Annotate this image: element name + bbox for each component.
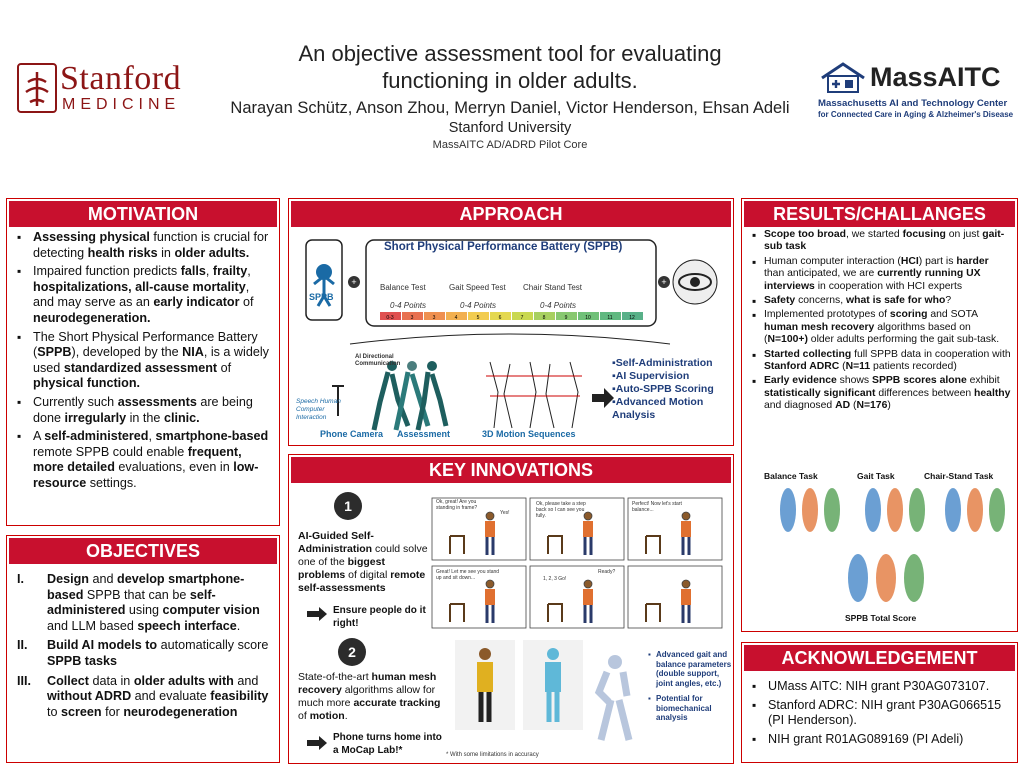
text-run: develop smartphone-based bbox=[47, 572, 245, 602]
text-run: automatically score bbox=[157, 638, 269, 653]
motion-sequence-icon bbox=[486, 362, 582, 428]
text-run: Stanford ADRC bbox=[764, 361, 840, 373]
ack-panel bbox=[741, 642, 1018, 763]
affiliation: Stanford University bbox=[448, 120, 572, 136]
massaitc-house-icon bbox=[818, 62, 868, 94]
chair-icon bbox=[548, 604, 562, 622]
scale-label: 7 bbox=[520, 315, 524, 321]
text-run: , we started bbox=[845, 229, 903, 240]
plot-title-gait: Gait Task bbox=[857, 471, 895, 481]
phone-label: SPPB bbox=[309, 292, 334, 302]
text-run: of digital bbox=[345, 569, 391, 581]
text-run: ? bbox=[945, 295, 952, 307]
text-run: , bbox=[247, 264, 251, 279]
objective-number: I. bbox=[17, 572, 24, 586]
text-run: accurate tracking bbox=[353, 697, 441, 709]
stanford-wordmark: Stanford bbox=[60, 60, 182, 97]
poster-title: An objective assessment tool for evaluating functioning in older adults. bbox=[298, 41, 722, 93]
text-run: gait-sub task bbox=[764, 229, 1005, 253]
text-run: Safety bbox=[764, 295, 796, 307]
objective-number: III. bbox=[17, 673, 31, 688]
text-run: of bbox=[298, 710, 310, 722]
violin-shape bbox=[909, 488, 925, 532]
comic-bubble: 1, 2, 3 Go! bbox=[543, 576, 567, 582]
text-run: healthy bbox=[974, 387, 1011, 399]
test-gait: Gait Speed Test bbox=[449, 283, 506, 292]
text-run: Human computer interaction ( bbox=[764, 255, 901, 267]
text-run: and evaluate bbox=[131, 689, 211, 704]
comic-bubble: Ok, please take a step back so I can see you fully. bbox=[536, 501, 586, 519]
violin-shape bbox=[945, 488, 961, 532]
ack-item: ▪ UMass AITC: NIH grant P30AG073107. bbox=[752, 679, 1011, 695]
motivation-panel bbox=[6, 198, 280, 526]
innovation-1-cta: Ensure people do it right! bbox=[333, 605, 426, 629]
text-run: Implemented prototypes of bbox=[764, 309, 890, 321]
text-run: assessments bbox=[117, 394, 197, 409]
result-item bbox=[752, 375, 1011, 412]
person-body bbox=[485, 521, 495, 537]
ack-heading: ACKNOWLEDGEMENT bbox=[744, 645, 1015, 671]
text-run: Build AI models to bbox=[47, 638, 158, 653]
ack-item: ▪ Stanford ADRC: NIH grant P30AG066515 (PI Henderson). bbox=[752, 698, 1011, 729]
scale-label: 9 bbox=[564, 315, 568, 321]
text-run: human mesh recovery bbox=[764, 321, 875, 333]
speech-label: Speech Human Computer Interaction bbox=[296, 398, 341, 421]
person-body bbox=[583, 589, 593, 605]
core-name: MassAITC AD/ADRD Pilot Core bbox=[432, 139, 588, 151]
innovation-number-2: 2 bbox=[338, 638, 366, 666]
comic-bubble: Yes! bbox=[500, 510, 510, 516]
text-run: . bbox=[236, 618, 241, 633]
text-run: human mesh recovery bbox=[298, 671, 437, 696]
result-item bbox=[752, 229, 1011, 254]
text-run: neurodegeneration bbox=[123, 704, 238, 719]
walking-figures bbox=[374, 361, 446, 430]
text-run: . bbox=[344, 710, 348, 722]
text-run: currently running UX interviews bbox=[764, 268, 981, 292]
person-body bbox=[583, 521, 593, 537]
chair-icon bbox=[646, 536, 660, 554]
comic-bubble: Perfect! Now let's start balance... bbox=[632, 501, 682, 513]
comic-bubble: Great! Let me see you stand up and sit down... bbox=[436, 569, 500, 581]
output-item: ▪Auto-SPPB Scoring bbox=[612, 383, 714, 395]
output-item: ▪AI Supervision bbox=[612, 370, 690, 382]
violin-shape bbox=[848, 554, 868, 602]
mesh-bullet: ▪ Advanced gait and balance parameters (double support, joint angles, etc.) bbox=[648, 650, 732, 688]
scale-label: 6 bbox=[498, 315, 502, 321]
text-run: Scope too broad bbox=[764, 229, 846, 240]
text-run: The Short Physical Performance Battery ( bbox=[33, 329, 258, 360]
text-run: without ADRD bbox=[47, 689, 132, 704]
text-run: physical function. bbox=[33, 376, 141, 391]
text-run: Started collecting bbox=[764, 348, 852, 360]
text-run: exhibit bbox=[966, 375, 1000, 387]
text-run: N=176 bbox=[856, 400, 888, 412]
text-run: NIA bbox=[182, 345, 204, 360]
scale-label: 10 bbox=[585, 315, 591, 321]
violin-shape bbox=[887, 488, 903, 532]
text-run: could solve one of the bbox=[298, 543, 428, 568]
text-run: in bbox=[157, 245, 175, 260]
text-run: , bbox=[205, 264, 213, 279]
text-run: N=11 bbox=[845, 361, 871, 373]
text-run: what is safe for who bbox=[846, 295, 946, 307]
text-run: neurodegeneration. bbox=[33, 310, 151, 325]
text-run: focusing bbox=[902, 229, 946, 240]
text-run: SPPB bbox=[37, 345, 72, 360]
text-run: speech interface bbox=[137, 618, 237, 633]
text-run: older adults. bbox=[174, 245, 250, 260]
text-run: Design bbox=[47, 572, 89, 586]
text-run: irregularly bbox=[64, 410, 127, 425]
text-run: data in bbox=[89, 673, 134, 688]
person-icon bbox=[486, 580, 494, 588]
text-run: differences between bbox=[875, 387, 975, 399]
arrow-icon bbox=[305, 735, 329, 751]
text-run: ( bbox=[850, 400, 857, 412]
chair-icon bbox=[646, 604, 660, 622]
text-run: State-of-the-art bbox=[298, 671, 372, 683]
objective-number: II. bbox=[17, 638, 28, 653]
plot-title-chair: Chair-Stand Task bbox=[924, 471, 994, 481]
text-run: scoring bbox=[889, 309, 928, 321]
text-run: to bbox=[47, 704, 62, 719]
massaitc-subtitle-2: for Connected Care in Aging & Alzheimer's Disease bbox=[818, 110, 1014, 119]
innovation-1-text bbox=[298, 530, 428, 595]
text-run: in the bbox=[126, 410, 164, 425]
text-run: hospitalizations, all-cause mortality bbox=[33, 279, 246, 294]
text-run: and SOTA bbox=[927, 309, 978, 321]
motivation-item bbox=[17, 230, 273, 261]
person-legs bbox=[683, 537, 689, 555]
arrow-icon bbox=[592, 388, 614, 408]
motivation-item bbox=[17, 264, 273, 326]
text-run: A bbox=[33, 429, 45, 444]
person-icon bbox=[584, 580, 592, 588]
test-balance: Balance Test bbox=[380, 283, 426, 292]
ack-list bbox=[742, 679, 1017, 747]
svg-text:+: + bbox=[661, 277, 667, 287]
violin-shape bbox=[865, 488, 881, 532]
text-run: self-administered bbox=[44, 429, 149, 444]
text-run: ) part is bbox=[918, 255, 957, 267]
text-run: SPPB that can be bbox=[83, 587, 190, 602]
text-run: and diagnosed bbox=[764, 400, 836, 412]
text-run: algorithms allow for much more bbox=[298, 684, 436, 709]
person-legs bbox=[487, 605, 493, 623]
result-item bbox=[752, 256, 1011, 293]
motivation-item bbox=[17, 429, 273, 491]
person-legs bbox=[683, 605, 689, 623]
plot-title-balance: Balance Task bbox=[764, 471, 818, 481]
violin-shape bbox=[876, 554, 896, 602]
violin-plots bbox=[760, 482, 1010, 610]
ai-direction-label: AI Directional Communication bbox=[355, 354, 401, 367]
output-item: ▪Advanced Motion Analysis bbox=[612, 396, 704, 421]
results-heading: RESULTS/CHALLANGES bbox=[744, 201, 1015, 227]
text-run: motion bbox=[309, 710, 345, 722]
chair-icon bbox=[450, 536, 464, 554]
text-run: concerns, bbox=[795, 295, 847, 307]
text-run: SPPB tasks bbox=[47, 653, 118, 668]
text-run: patients recorded) bbox=[870, 361, 957, 373]
text-run: ( bbox=[839, 361, 846, 373]
objective-item bbox=[17, 638, 273, 669]
person-legs bbox=[585, 537, 591, 555]
caption-3d: 3D Motion Sequences bbox=[482, 429, 576, 439]
motivation-heading: MOTIVATION bbox=[9, 201, 277, 227]
text-run: N=100+) bbox=[767, 334, 808, 346]
violin-shape bbox=[967, 488, 983, 532]
text-run: low-resource bbox=[33, 460, 259, 490]
text-run: harder bbox=[956, 255, 989, 267]
scale-label: 8 bbox=[542, 315, 546, 321]
person-legs bbox=[487, 537, 493, 555]
person-body bbox=[681, 521, 691, 537]
text-run: older adults with bbox=[133, 673, 234, 688]
text-run: ) bbox=[887, 400, 891, 412]
arrow-icon bbox=[305, 606, 329, 622]
text-run: feasibility bbox=[210, 689, 269, 704]
text-run: function is crucial for detecting bbox=[33, 230, 269, 260]
text-run: for bbox=[101, 704, 124, 719]
text-run: and bbox=[89, 572, 118, 586]
text-run: HCI bbox=[900, 255, 919, 267]
motivation-item bbox=[17, 395, 273, 426]
sppb-title: Short Physical Performance Battery (SPPB) bbox=[384, 241, 623, 253]
text-run: in cooperation with HCI experts bbox=[814, 280, 963, 292]
scale-label: 0-3 bbox=[386, 315, 394, 321]
text-run: frailty bbox=[212, 264, 248, 279]
text-run: , is a widely used bbox=[33, 345, 269, 375]
chair-icon bbox=[548, 536, 562, 554]
person-icon bbox=[682, 512, 690, 520]
approach-outputs bbox=[612, 357, 724, 422]
stanford-medicine-wordmark: MEDICINE bbox=[62, 96, 181, 113]
authors: Narayan Schütz, Anson Zhou, Merryn Daniel, Victor Henderson, Ehsan Adeli bbox=[230, 99, 790, 117]
ack-item: ▪ NIH grant R01AG089169 (PI Adeli) bbox=[752, 732, 1011, 748]
result-item bbox=[752, 349, 1011, 374]
text-run: falls bbox=[180, 264, 206, 279]
text-run: , and may serve as an bbox=[33, 279, 250, 310]
scale-label: 11 bbox=[607, 315, 613, 321]
violin-shape bbox=[802, 488, 818, 532]
footnote: * With some limitations in accuracy bbox=[446, 752, 539, 758]
text-run: older adults performing the gait sub-task. bbox=[807, 334, 1000, 346]
approach-heading: APPROACH bbox=[291, 201, 731, 227]
scale-label: 3 bbox=[432, 315, 436, 321]
person-icon bbox=[682, 580, 690, 588]
objectives-panel bbox=[6, 535, 280, 763]
text-run: algorithms based on ( bbox=[764, 321, 971, 346]
text-run: health risks bbox=[87, 245, 158, 260]
text-run: remote SPPB could enable bbox=[33, 444, 188, 459]
text-run: SPPB scores alone bbox=[872, 375, 967, 387]
comic-bubble: Ok, great! Are you standing in frame? bbox=[436, 499, 478, 511]
result-item bbox=[752, 309, 1011, 346]
innovation-2-text bbox=[298, 671, 446, 723]
text-run: are being done bbox=[33, 394, 253, 425]
text-run: on just bbox=[945, 229, 983, 240]
scale-label: 5 bbox=[476, 315, 480, 321]
points-gait: 0-4 Points bbox=[460, 301, 497, 310]
text-run: frequent, more detailed bbox=[33, 444, 242, 475]
results-list bbox=[742, 229, 1017, 413]
innovation-number-1: 1 bbox=[334, 492, 362, 520]
person-body bbox=[485, 589, 495, 605]
text-run: evaluations, even in bbox=[114, 460, 234, 475]
text-run: Assessing physical bbox=[33, 230, 150, 244]
text-run: Early evidence bbox=[764, 375, 837, 387]
comic-bubble: Ready? bbox=[598, 569, 616, 575]
innovations-heading: KEY INNOVATIONS bbox=[291, 457, 731, 483]
motivation-list bbox=[7, 230, 279, 492]
objective-item bbox=[17, 674, 273, 721]
objectives-heading: OBJECTIVES bbox=[9, 538, 277, 564]
mesh-bullets bbox=[648, 650, 732, 723]
text-run: clinic. bbox=[163, 410, 200, 425]
text-run: than anticipated, we are bbox=[764, 268, 878, 280]
violin-shape bbox=[780, 488, 796, 532]
objective-item bbox=[17, 572, 273, 634]
text-run: screen bbox=[61, 704, 102, 719]
text-run: and bbox=[233, 673, 259, 688]
person-body bbox=[681, 589, 691, 605]
text-run: using bbox=[125, 603, 163, 618]
text-run: Impaired function predicts bbox=[33, 264, 181, 279]
text-run: Collect bbox=[47, 673, 89, 688]
person-legs bbox=[585, 605, 591, 623]
motivation-item bbox=[17, 330, 273, 392]
test-chair: Chair Stand Test bbox=[523, 283, 582, 292]
caption-phone: Phone Camera bbox=[320, 429, 384, 439]
comic-panel bbox=[628, 566, 722, 628]
scale-label: 12 bbox=[629, 315, 635, 321]
violin-shape bbox=[904, 554, 924, 602]
text-run: full SPPB data in cooperation with bbox=[851, 348, 1011, 360]
text-run: ), developed by the bbox=[71, 345, 183, 360]
text-run: early indicator bbox=[153, 295, 240, 310]
output-item: ▪Self-Administration bbox=[612, 357, 713, 369]
text-run: smartphone-based bbox=[155, 429, 269, 444]
text-run: statistically significant bbox=[764, 387, 876, 399]
massaitc-wordmark: MassAITC bbox=[870, 62, 1001, 92]
text-run: AI-Guided Self-Administration bbox=[298, 530, 374, 555]
scale-label: 4 bbox=[454, 315, 458, 321]
objectives-list bbox=[7, 566, 279, 720]
violin-shape bbox=[824, 488, 840, 532]
text-run: Currently such bbox=[33, 394, 118, 409]
chair-icon bbox=[450, 604, 464, 622]
text-run: of bbox=[239, 295, 254, 310]
text-run: , bbox=[148, 429, 156, 444]
plot-title-total: SPPB Total Score bbox=[845, 613, 917, 623]
text-run: settings. bbox=[86, 475, 137, 490]
points-balance: 0-4 Points bbox=[390, 301, 427, 310]
text-run: computer vision bbox=[162, 603, 260, 618]
text-run: standardized assessment bbox=[63, 360, 218, 375]
caption-assessment: Assessment bbox=[397, 429, 451, 439]
text-run: shows bbox=[836, 375, 873, 387]
stanford-tree-logo bbox=[16, 62, 58, 114]
text-run: of bbox=[217, 360, 232, 375]
mesh-recovery-figures bbox=[455, 640, 645, 750]
points-chair: 0-4 Points bbox=[540, 301, 577, 310]
sppb-scale bbox=[380, 312, 643, 321]
text-run: self-administered bbox=[47, 587, 216, 618]
text-run: biggest problems bbox=[298, 556, 385, 581]
scale-label: 3 bbox=[410, 315, 414, 321]
violin-shape bbox=[989, 488, 1005, 532]
text-run: remote self-assessments bbox=[298, 569, 426, 594]
result-item bbox=[752, 295, 1011, 307]
innovation-2-cta: Phone turns home into a MoCap Lab!* bbox=[333, 732, 442, 756]
text-run: AD bbox=[835, 400, 851, 412]
mesh-bullet: ▪ Potential for biomechanical analysis bbox=[648, 694, 712, 722]
svg-text:+: + bbox=[351, 277, 357, 287]
massaitc-subtitle: Massachusetts AI and Technology Center bbox=[818, 98, 1008, 109]
person-icon bbox=[486, 512, 494, 520]
text-run: and LLM based bbox=[47, 618, 138, 633]
